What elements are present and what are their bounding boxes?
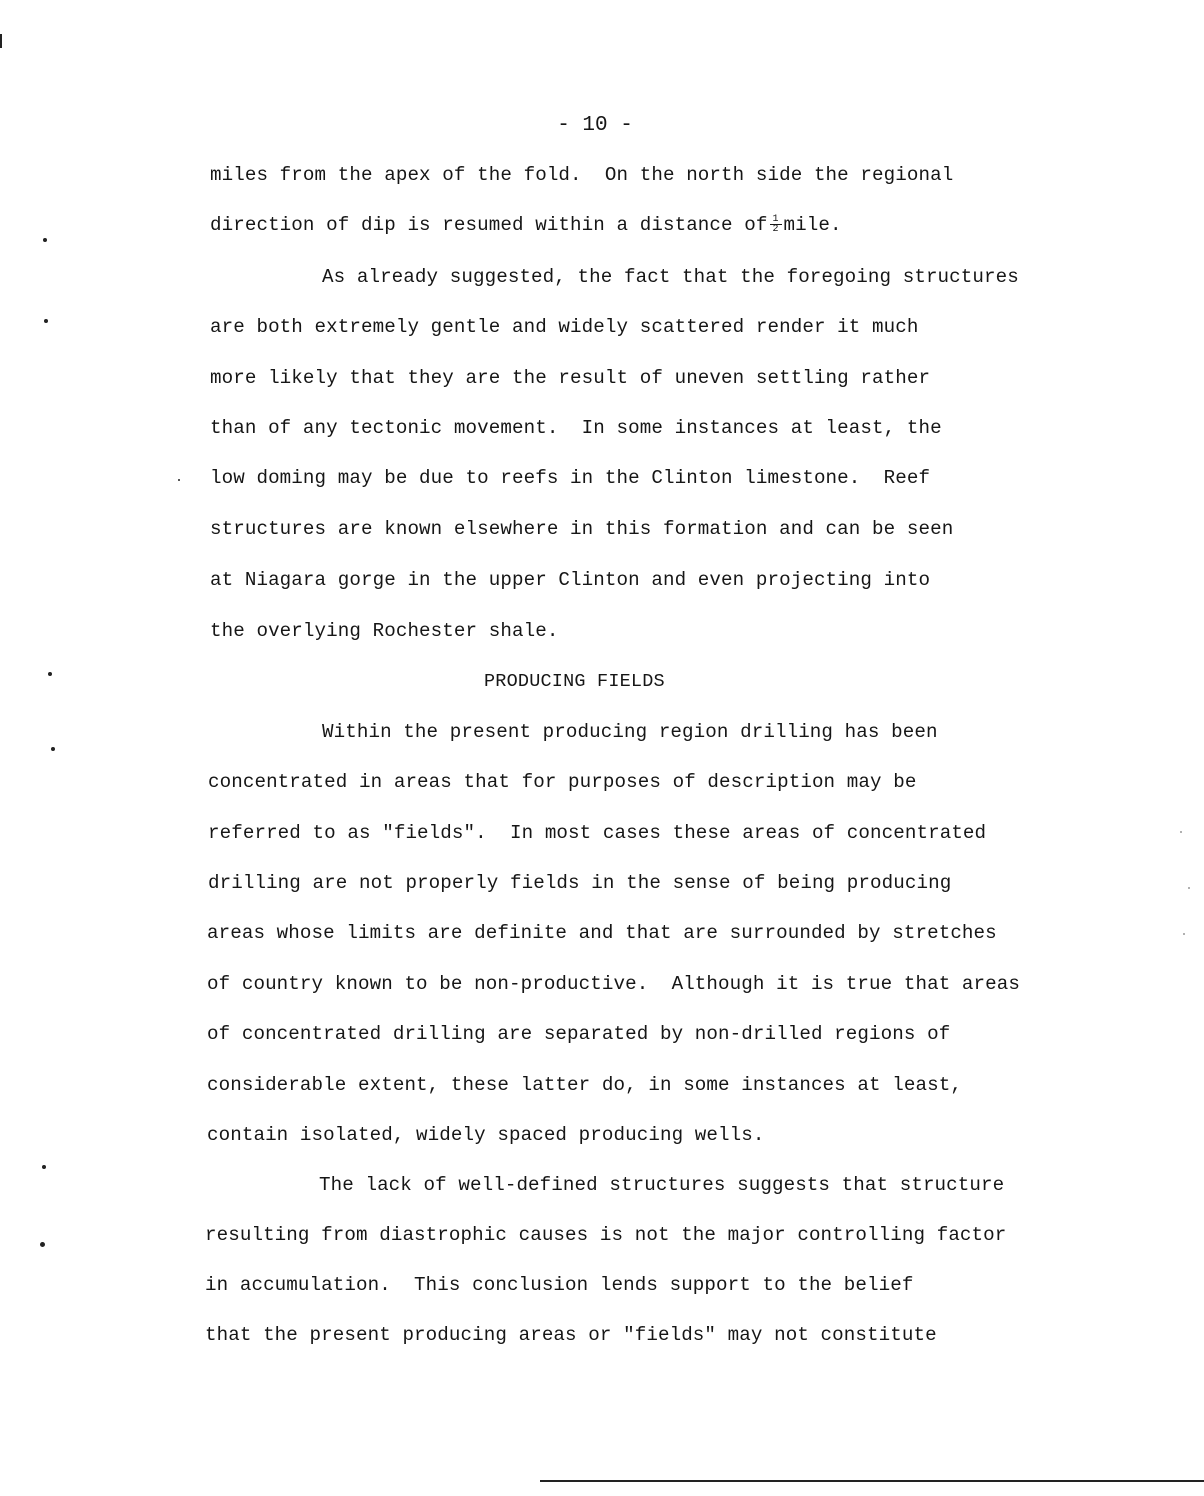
margin-speck bbox=[178, 479, 180, 481]
margin-speck bbox=[1180, 831, 1182, 833]
paragraph-1-line-1: miles from the apex of the fold. On the north side the regional bbox=[210, 164, 954, 186]
section-heading: PRODUCING FIELDS bbox=[484, 671, 665, 692]
paragraph-3-line-3: referred to as "fields". In most cases these areas of concentrated bbox=[208, 822, 987, 844]
margin-speck bbox=[40, 1242, 45, 1247]
paragraph-2-line-3: more likely that they are the result of uneven settling rather bbox=[210, 367, 931, 389]
fraction-denominator: 2 bbox=[772, 224, 779, 236]
paragraph-2-line-5: low doming may be due to reefs in the Clinton limestone. Reef bbox=[210, 467, 931, 489]
one-half-fraction bbox=[770, 215, 782, 234]
paragraph-2-line-6: structures are known elsewhere in this formation and can be seen bbox=[210, 518, 954, 540]
paragraph-1-line-2-text: direction of dip is resumed within a distance of bbox=[210, 214, 768, 236]
margin-speck bbox=[1183, 933, 1185, 935]
bottom-edge-rule bbox=[540, 1480, 1204, 1482]
margin-speck bbox=[1188, 887, 1190, 889]
paragraph-4-line-1: The lack of well-defined structures suggests that structure bbox=[319, 1174, 1005, 1196]
paragraph-4-line-4: that the present producing areas or "fields" may not constitute bbox=[205, 1324, 937, 1346]
paragraph-3-line-2: concentrated in areas that for purposes of description may be bbox=[208, 771, 917, 793]
paragraph-1-line-2 bbox=[210, 211, 842, 239]
fraction-numerator: 1 bbox=[770, 215, 782, 225]
margin-speck bbox=[44, 319, 48, 323]
paragraph-3-line-8: considerable extent, these latter do, in some instances at least, bbox=[207, 1074, 962, 1096]
paragraph-3-line-6: of country known to be non-productive. Although it is true that areas bbox=[207, 973, 1021, 995]
scan-edge-mark bbox=[0, 34, 2, 48]
paragraph-3-line-5: areas whose limits are definite and that are surrounded by stretches bbox=[207, 922, 997, 944]
paragraph-3-line-4: drilling are not properly fields in the sense of being producing bbox=[208, 872, 952, 894]
paragraph-3-line-9: contain isolated, widely spaced producing wells. bbox=[207, 1124, 765, 1146]
paragraph-4-line-3: in accumulation. This conclusion lends support to the belief bbox=[205, 1274, 914, 1296]
margin-speck bbox=[51, 747, 55, 751]
paragraph-2-line-4: than of any tectonic movement. In some instances at least, the bbox=[210, 417, 942, 439]
paragraph-2-line-8: the overlying Rochester shale. bbox=[210, 620, 559, 642]
paragraph-3-line-1: Within the present producing region drilling has been bbox=[322, 721, 938, 743]
margin-speck bbox=[48, 672, 52, 676]
paragraph-1-line-2-end: mile. bbox=[783, 214, 842, 236]
paragraph-2-line-7: at Niagara gorge in the upper Clinton and even projecting into bbox=[210, 569, 931, 591]
paragraph-3-line-7: of concentrated drilling are separated by non-drilled regions of bbox=[207, 1023, 951, 1045]
paragraph-2-line-2: are both extremely gentle and widely scattered render it much bbox=[210, 316, 919, 338]
paragraph-2-line-1: As already suggested, the fact that the foregoing structures bbox=[322, 266, 1019, 288]
page-number: - 10 - bbox=[557, 114, 633, 137]
margin-speck bbox=[42, 1165, 46, 1169]
margin-speck bbox=[43, 238, 47, 242]
paragraph-4-line-2: resulting from diastrophic causes is not the major controlling factor bbox=[205, 1224, 1007, 1246]
